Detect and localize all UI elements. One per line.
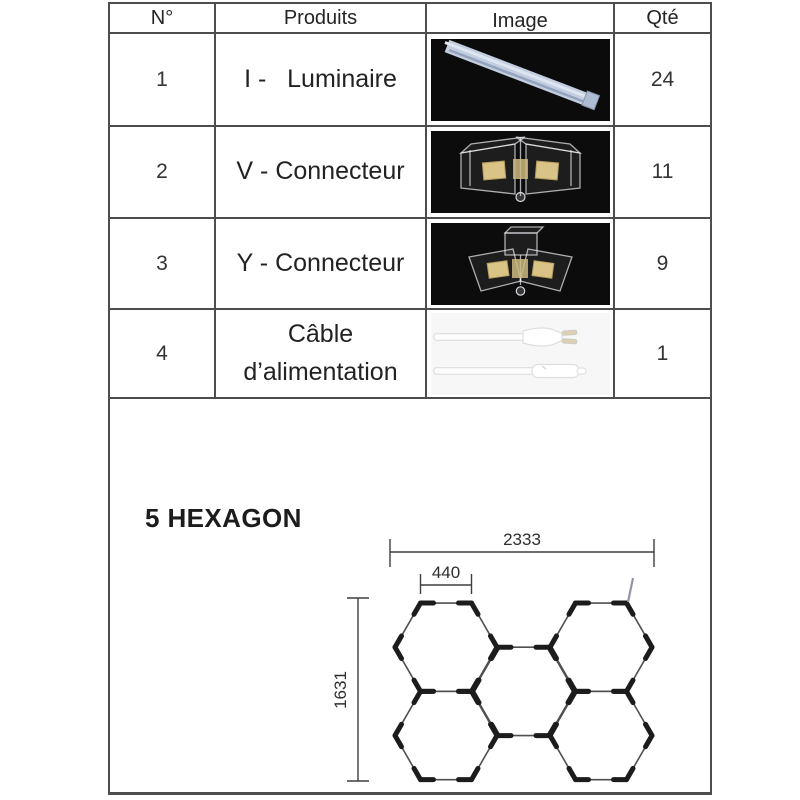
row-product: I - Luminaire <box>216 34 427 127</box>
column-header-num <box>110 4 216 34</box>
row-qty: 24 <box>615 34 710 127</box>
row-product: V - Connecteur <box>216 127 427 219</box>
column-header-image <box>427 4 615 34</box>
table-row-image-cell <box>427 34 615 127</box>
row-product: Y - Connecteur <box>216 219 427 310</box>
table-row-image-cell <box>427 127 615 219</box>
power-cable-photo <box>431 313 610 395</box>
table-row-image-cell <box>427 310 615 397</box>
row-num: 4 <box>110 310 216 397</box>
row-qty: 11 <box>615 127 710 219</box>
row-num: 3 <box>110 219 216 310</box>
row-num: 2 <box>110 127 216 219</box>
header-label: Produits <box>283 6 358 29</box>
row-qty: 9 <box>615 219 710 310</box>
led-bar-photo <box>431 39 610 121</box>
header-label: Qté <box>646 6 679 29</box>
header-label: Image <box>492 9 548 32</box>
products-table <box>108 2 712 399</box>
y-connector-photo <box>431 223 610 305</box>
header-label: N° <box>150 6 174 29</box>
dimension-width-total: 2333 <box>503 530 541 549</box>
v-connector-photo <box>431 131 610 213</box>
diagram-title: 5 HEXAGON <box>145 503 302 533</box>
row-product: Câble d’alimentation <box>216 310 427 397</box>
dimension-hexagon-top: 440 <box>431 563 461 582</box>
row-qty: 1 <box>656 341 669 365</box>
row-num: 1 <box>110 34 216 127</box>
dimension-height-total: 1631 <box>331 671 350 709</box>
column-header-qty <box>615 4 710 34</box>
table-row-image-cell <box>427 219 615 310</box>
hexagon-diagram-panel <box>108 399 712 795</box>
column-header-product <box>216 4 427 34</box>
